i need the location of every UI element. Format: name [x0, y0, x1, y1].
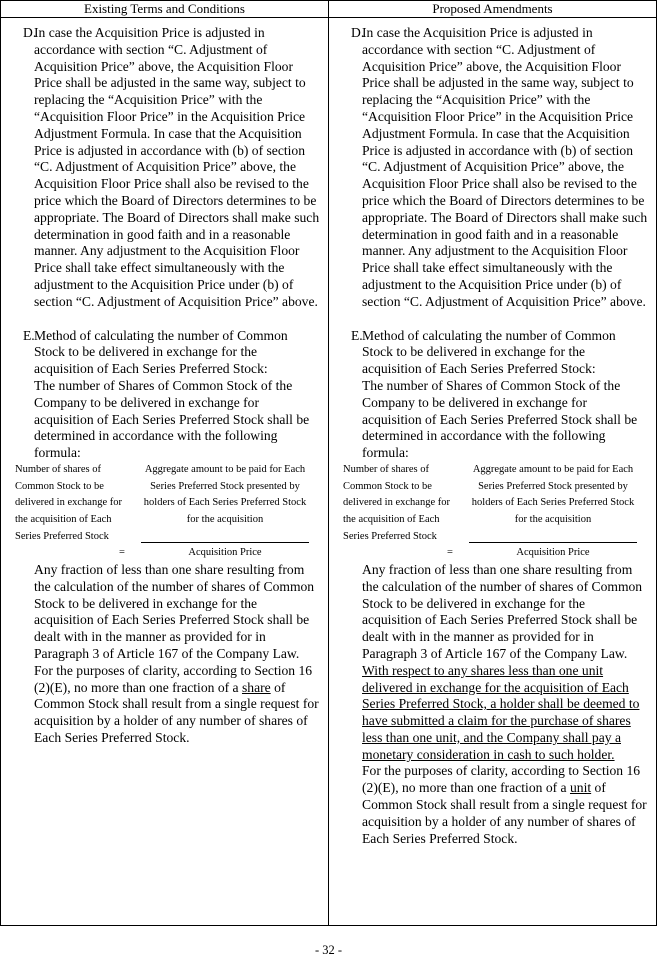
- fraction-paragraph: Any fraction of less than one share resulting from the calculation of the number of shares of Common Stock to be delivered in exchange for the acquisition of Each Series Preferred Stock shall be dealt with in the manner as provided for in Paragraph 3 of Article 167 of the Company Law.: [34, 561, 315, 661]
- section-e-label: E.: [351, 327, 363, 343]
- formula-equals: =: [119, 546, 125, 558]
- header-proposed: Proposed Amendments: [329, 1, 656, 18]
- section-e-label: E.: [23, 327, 35, 343]
- clarity-text-a: For the purposes of clarity, according to Section 16 (2)(E), no more than one fraction of a: [34, 662, 313, 695]
- formula: [1, 462, 328, 562]
- fraction-text: Any fraction of less than one share resulting from the calculation of the number of shares of Common Stock to be delivered in exchange for the acquisition of Each Series Preferred Stock shall be dealt with in the manner as provided for in Paragraph 3 of Article 167 of the Company Law.: [362, 561, 643, 661]
- clarity-text-b: of Common Stock shall result from a single request for acquisition by a holder of any number of shares of Each Series Preferred Stock.: [34, 679, 319, 745]
- formula-fraction-bar: [469, 542, 637, 543]
- section-d: [329, 25, 656, 311]
- section-e-text: Method of calculating the number of Common Stock to be delivered in exchange for the acquisition of Each Series Preferred Stock:: [362, 327, 616, 377]
- formula-lhs: Number of shares of Common Stock to be delivered in exchange for the acquisition of Each Series Preferred Stock: [343, 463, 450, 542]
- section-e-text-2: The number of Shares of Common Stock of the Company to be delivered in exchange for acquisition of Each Series Preferred Stock shall be determined in accordance with the following formula:: [34, 377, 310, 461]
- section-d-label: D.: [23, 25, 37, 40]
- formula-numerator: Aggregate amount to be paid for Each Series Preferred Stock presented by holders of Each Series Preferred Stock for the acquisition: [143, 463, 307, 526]
- section-e-text: Method of calculating the number of Common Stock to be delivered in exchange for the acquisition of Each Series Preferred Stock:: [34, 327, 288, 377]
- formula-denominator: Acquisition Price: [516, 546, 590, 558]
- fraction-paragraph: [329, 562, 656, 764]
- section-e-text-2: The number of Shares of Common Stock of the Company to be delivered in exchange for acquisition of Each Series Preferred Stock shall be determined in accordance with the following formula:: [362, 377, 638, 461]
- section-d-text: In case the Acquisition Price is adjusted in accordance with section “C. Adjustment of Acquisition Price” above, the Acquisition Floor Price shall be adjusted in the same way, subject to replacing the “Acquisition Price” with the “Acquisition Floor Price” in the Acquisition Price Adjustment Formula. In case that the Acquisition Price is adjusted in accordance with (b) of section “C. Adjustment of Acquisition Price” above, the Acquisition Floor Price shall also be revised to the price which the Board of Directors determines to be appropriate. The Board of Directors shall make such determination in good faith and in a reasonable manner. Any adjustment to the Acquisition Floor Price shall take effect simultaneously with the adjustment to the Acquisition Price under (b) of section “C. Adjustment of Acquisition Price” above.: [362, 25, 648, 309]
- fraction-added-text: With respect to any shares less than one unit delivered in exchange for the acquisition of Each Series Preferred Stock, a holder shall be deemed to have submitted a claim for the purchase of shares less than one unit, and the Company shall pay a monetary consideration in cash to such holder.: [362, 662, 640, 762]
- clarity-paragraph: [329, 763, 656, 847]
- clarity-underlined: unit: [569, 780, 592, 796]
- section-e: [329, 328, 656, 378]
- clarity-text-a: For the purposes of clarity, according to Section 16 (2)(E), no more than one fraction of a: [362, 763, 641, 796]
- formula-denominator: Acquisition Price: [188, 546, 262, 558]
- clarity-text-b: of Common Stock shall result from a single request for acquisition by a holder of any number of shares of Each Series Preferred Stock.: [362, 780, 647, 846]
- formula-equals: =: [447, 546, 453, 558]
- clarity-underlined: share: [241, 679, 271, 695]
- section-d-label: D.: [351, 25, 365, 40]
- formula: [329, 462, 656, 562]
- page-number: - 32 -: [314, 943, 343, 957]
- section-d: [1, 25, 328, 311]
- formula-fraction-bar: [141, 542, 309, 543]
- clarity-paragraph: [1, 663, 328, 747]
- header-existing: Existing Terms and Conditions: [1, 1, 329, 18]
- proposed-column: [329, 25, 656, 847]
- section-e: [1, 328, 328, 378]
- formula-lhs: Number of shares of Common Stock to be delivered in exchange for the acquisition of Each Series Preferred Stock: [15, 463, 122, 542]
- existing-column: [1, 25, 328, 747]
- section-d-text: In case the Acquisition Price is adjusted in accordance with section “C. Adjustment of Acquisition Price” above, the Acquisition Floor Price shall be adjusted in the same way, subject to replacing the “Acquisition Price” with the “Acquisition Floor Price” in the Acquisition Price Adjustment Formula. In case that the Acquisition Price is adjusted in accordance with (b) of section “C. Adjustment of Acquisition Price” above, the Acquisition Floor Price shall also be revised to the price which the Board of Directors determines to be appropriate. The Board of Directors shall make such determination in good faith and in a reasonable manner. Any adjustment to the Acquisition Floor Price shall take effect simultaneously with the adjustment to the Acquisition Price under (b) of section “C. Adjustment of Acquisition Price” above.: [34, 25, 320, 309]
- formula-numerator: Aggregate amount to be paid for Each Series Preferred Stock presented by holders of Each Series Preferred Stock for the acquisition: [471, 463, 635, 526]
